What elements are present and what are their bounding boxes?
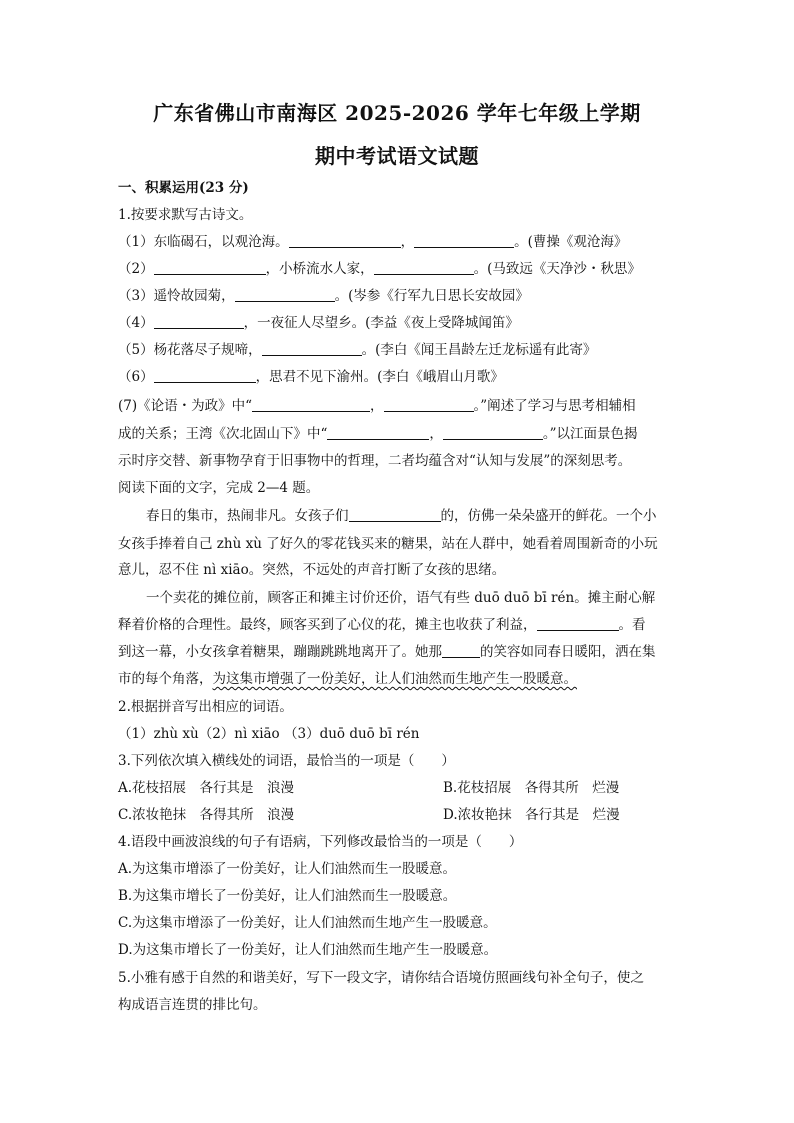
text: 的笑容如同春日暖阳，洒在集	[480, 644, 656, 660]
answer-blank[interactable]	[252, 398, 370, 412]
q3-option-b: B.花枝招展 各得其所 烂漫	[443, 780, 620, 796]
text: 。(岑参《行军九日思长安故园》	[334, 288, 529, 304]
passage-line-3: 意儿，忍不住 nì xiāo。突然，不远处的声音打断了女孩的思绪。	[118, 562, 506, 578]
q1-item-1	[118, 233, 627, 251]
text: （2）	[118, 261, 154, 277]
q4-option-b: B.为这集市增长了一份美好，让人们油然而生一股暖意。	[118, 888, 457, 904]
answer-blank[interactable]	[327, 426, 429, 440]
text: 的，仿佛一朵朵盛开的鲜花。一个小	[440, 508, 657, 524]
text: 。(马致远《天净沙・秋思》	[473, 261, 641, 277]
passage-line-5	[118, 616, 646, 634]
text: ，小桥流水人家，	[265, 261, 374, 277]
text: （6）	[118, 369, 154, 385]
q1-item-6	[118, 368, 504, 386]
wavy-underlined-sentence: 为这集市增强了一份美好，让人们油然而生地产生一股暖意。	[212, 671, 577, 687]
q1-item-3	[118, 287, 529, 305]
text: ，一夜征人尽望乡。(李益《夜上受降城闻笛》	[243, 315, 519, 331]
answer-blank[interactable]	[384, 398, 474, 412]
text: 。”以江面景色揭	[542, 426, 638, 442]
text: ，	[400, 234, 415, 250]
text: 释着价格的合理性。最终，顾客买到了心仪的花，摊主也收获了利益，	[118, 617, 537, 633]
text: （1）东临碣石，以观沧海。	[118, 234, 289, 250]
question-1-stem: 1.按要求默写古诗文。	[118, 207, 253, 223]
q1-item-7	[118, 397, 636, 415]
answer-blank[interactable]	[374, 261, 474, 275]
q1-item-7-cont	[118, 425, 638, 443]
q4-option-c: C.为这集市增添了一份美好，让人们油然而生地产生一股暖意。	[118, 915, 497, 931]
exam-title-line1: 广东省佛山市南海区 2025-2026 学年七年级上学期	[153, 101, 641, 125]
text: (7)《论语・为政》中“	[118, 398, 253, 414]
text: （4）	[118, 315, 154, 331]
text: 到这一幕，小女孩拿着糖果，蹦蹦跳跳地离开了。她那	[118, 644, 442, 660]
q1-item-4	[118, 314, 519, 332]
answer-blank[interactable]	[443, 426, 543, 440]
text: 。(曹操《观沧海》	[514, 234, 628, 250]
exam-title-line2: 期中考试语文试题	[315, 144, 479, 168]
text: ，	[370, 398, 384, 414]
answer-blank[interactable]	[537, 617, 619, 631]
text: （3）遥怜故园菊，	[118, 288, 235, 304]
text: 。”阐述了学习与思考相辅相	[473, 398, 636, 414]
question-5-line-1: 5.小雅有感于自然的和谐美好，写下一段文字，请你结合语境仿照画线句补全句子，使之	[118, 970, 644, 986]
q3-option-c: C.浓妆艳抹 各得其所 浪漫	[118, 807, 295, 823]
passage-line-4: 一个卖花的摊位前，顾客正和摊主讨价还价，语气有些 duō duō bī rén。摊主耐心解	[146, 590, 656, 606]
answer-blank[interactable]	[154, 261, 266, 275]
text: 春日的集市，热闹非凡。女孩子们	[146, 508, 349, 524]
answer-blank[interactable]	[235, 288, 335, 302]
q1-item-7-cont2: 示时序交替、新事物孕育于旧事物中的哲理，二者均蕴含对“认知与发展”的深刻思考。	[118, 453, 632, 469]
question-4-stem: 4.语段中画波浪线的句子有语病，下列修改最恰当的一项是（ ）	[118, 834, 523, 850]
text: ，思君不见下渝州。(李白《峨眉山月歌》	[255, 369, 504, 385]
passage-line-6	[118, 643, 656, 661]
q3-option-d: D.浓妆艳抹 各行其是 烂漫	[443, 807, 620, 823]
passage-intro: 阅读下面的文字，完成 2—4 题。	[118, 480, 320, 496]
passage-line-7	[118, 670, 577, 688]
q3-option-a: A.花枝招展 各行其是 浪漫	[118, 780, 295, 796]
q1-item-2	[118, 260, 641, 278]
q4-option-a: A.为这集市增添了一份美好，让人们油然而生一股暖意。	[118, 861, 457, 877]
text: 。看	[618, 617, 646, 633]
question-2-items: （1）zhù xù（2）nì xiāo （3）duō duō bī rén	[118, 726, 420, 742]
q4-option-d: D.为这集市增长了一份美好，让人们油然而生地产生一股暖意。	[118, 942, 498, 958]
q1-item-5	[118, 341, 596, 359]
answer-blank[interactable]	[442, 644, 480, 658]
text: 成的关系；王湾《次北固山下》中“	[118, 426, 328, 442]
answer-blank[interactable]	[349, 508, 441, 522]
answer-blank[interactable]	[154, 315, 244, 329]
text: （5）杨花落尽子规啼，	[118, 342, 262, 358]
section-heading: 一、积累运用(23 分)	[118, 180, 249, 196]
passage-line-2: 女孩手捧着自己 zhù xù 了好久的零花钱买来的糖果，站在人群中，她看着周围新奇的小玩	[118, 536, 658, 552]
question-3-stem: 3.下列依次填入横线处的词语，最恰当的一项是（ ）	[118, 753, 455, 769]
answer-blank[interactable]	[262, 342, 362, 356]
answer-blank[interactable]	[289, 234, 401, 248]
answer-blank[interactable]	[414, 234, 514, 248]
question-5-line-2: 构成语言连贯的排比句。	[118, 997, 267, 1013]
answer-blank[interactable]	[154, 369, 256, 383]
text: 市的每个角落，	[118, 671, 213, 687]
text: 。(李白《闻王昌龄左迁龙标遥有此寄》	[361, 342, 597, 358]
question-2-stem: 2.根据拼音写出相应的词语。	[118, 699, 293, 715]
passage-line-1	[146, 507, 657, 525]
text: ，	[429, 426, 443, 442]
